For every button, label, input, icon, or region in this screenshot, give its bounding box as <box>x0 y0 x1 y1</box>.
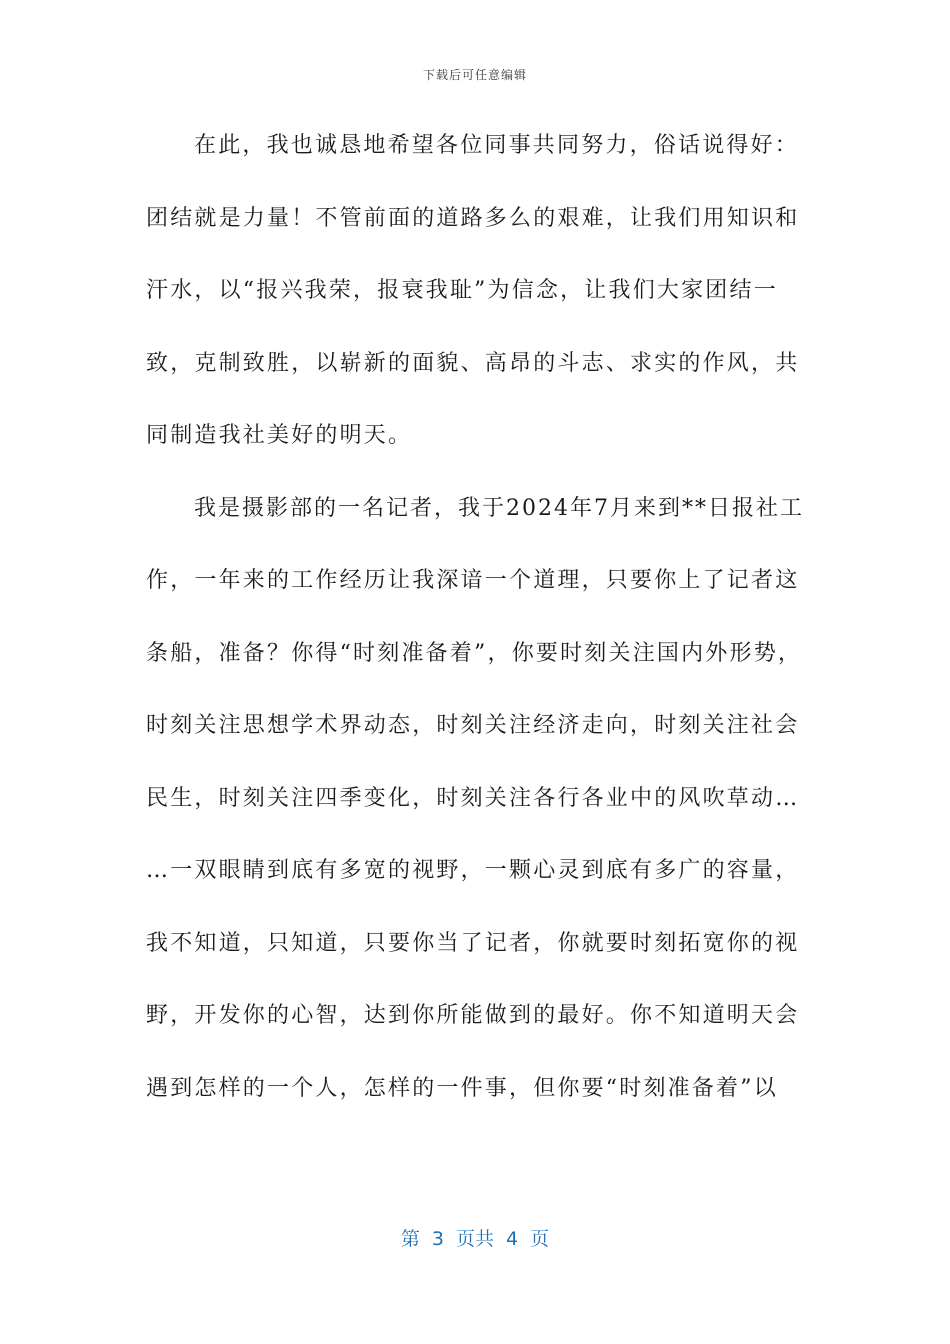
paragraph-2 <box>146 473 806 1126</box>
text-line: 致，克制致胜，以崭新的面貌、高昂的斗志、求实的作风，共 <box>146 350 800 376</box>
text-line: 民生，时刻关注四季变化，时刻关注各行各业中的风吹草动… <box>146 785 800 811</box>
footer-suffix: 页 <box>530 1228 550 1250</box>
text-line: 汗水，以“报兴我荣，报衰我耻”为信念，让我们大家团结一 <box>146 278 778 303</box>
total-pages-number: 4 <box>506 1228 519 1250</box>
text-line: 遇到怎样的一个人，怎样的一件事，但你要“时刻准备着”以 <box>146 1075 778 1101</box>
page-footer <box>0 1224 950 1251</box>
text-line: 同制造我社美好的明天。 <box>146 423 413 448</box>
text-line: 作，一年来的工作经历让我深谙一个道理，只要你上了记者这 <box>146 568 800 593</box>
document-body <box>146 110 806 1125</box>
text-line: …一双眼睛到底有多宽的视野，一颗心灵到底有多广的容量， <box>146 858 800 883</box>
text-line: 野，开发你的心智，达到你所能做到的最好。你不知道明天会 <box>146 1003 800 1028</box>
text-line: 我不知道，只知道，只要你当了记者，你就要时刻拓宽你的视 <box>146 930 800 956</box>
current-page-number: 3 <box>431 1228 444 1250</box>
footer-prefix: 第 <box>400 1228 420 1250</box>
text-line: 团结就是力量！不管前面的道路多么的艰难，让我们用知识和 <box>146 205 800 231</box>
paragraph-1 <box>146 110 806 473</box>
text-line: 我是摄影部的一名记者，我于2024年7月来到**日报社工 <box>194 495 804 521</box>
text-line: 时刻关注思想学术界动态，时刻关注经济走向，时刻关注社会 <box>146 713 800 738</box>
text-line: 条船，准备？你得“时刻准备着”，你要时刻关注国内外形势， <box>146 640 803 666</box>
page-header: 下载后可任意编辑 <box>422 68 527 82</box>
footer-middle: 页共 <box>455 1228 494 1250</box>
text-line: 在此，我也诚恳地希望各位同事共同努力，俗话说得好： <box>194 133 800 158</box>
